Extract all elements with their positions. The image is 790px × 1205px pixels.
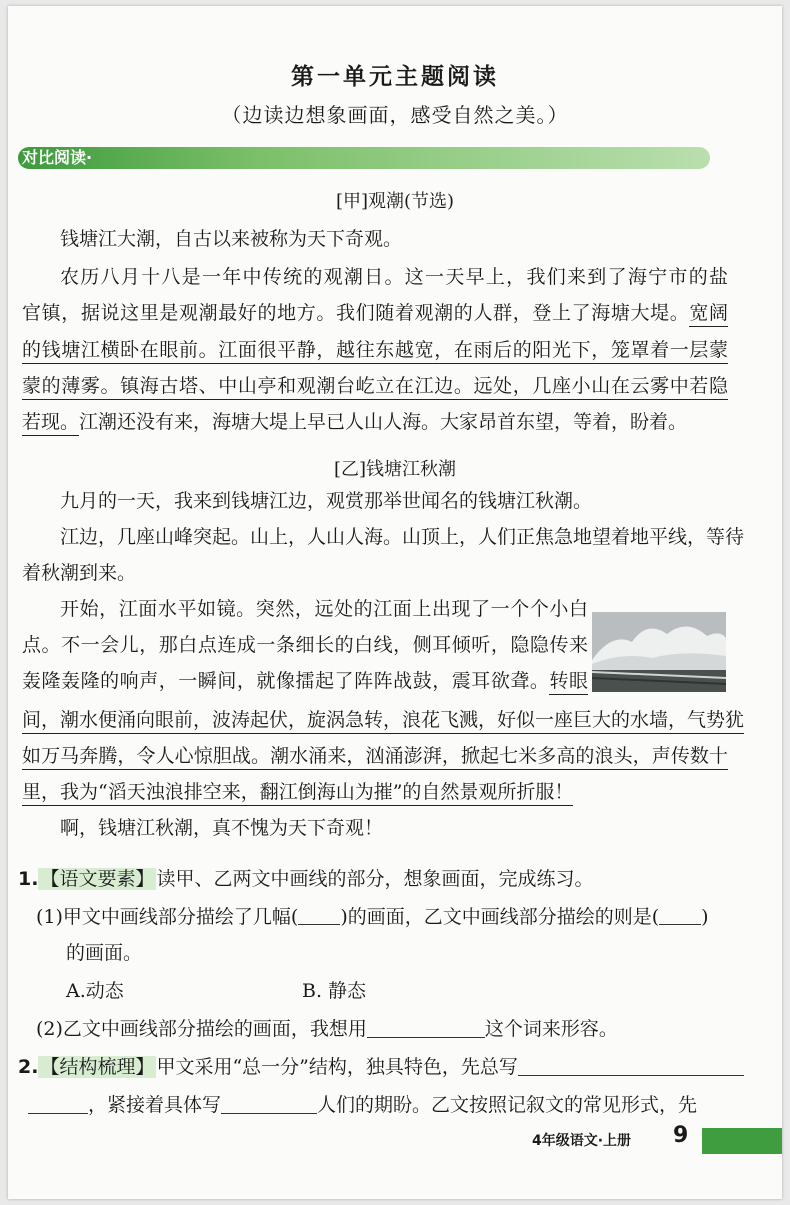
question-2: 2. 【结构梳理】 甲文采用“总一分”结构，独具特色，先总写 (18, 1054, 744, 1080)
passage-b-title: [乙]钱塘江秋潮 (333, 459, 457, 480)
passage-a-line-3: 官镇，据说这里是观潮最好的地方。我们随着观潮的人群，登上了海塘大堤。宽阔 (22, 300, 728, 326)
passage-a-line-5: 蒙的薄雾。镇海古塔、中山亭和观潮台屹立在江边。远处，几座小山在云雾中若隐 (22, 373, 728, 399)
passage-b-line-1: 九月的一天，我来到钱塘江边，观赏那举世闻名的钱塘江秋潮。 (60, 490, 593, 512)
passage-b-line-5: 点。不一会儿，那白点连成一条细长的白线，侧耳倾听，隐隐传来 (22, 634, 588, 656)
passage-b-line-8: 如万马奔腾，令人心惊胆战。潮水涌来，汹涌澎湃，掀起七米多高的浪头，声传数十 (22, 743, 728, 769)
question-1-sub-1-end: 的画面。 (66, 942, 143, 964)
answer-blank-4[interactable] (518, 1056, 744, 1076)
question-1-sub-1: (1)甲文中画线部分描绘了几幅( )的画面，乙文中画线部分描绘的则是( ) (36, 906, 709, 928)
answer-blank-6[interactable] (221, 1094, 317, 1114)
footer-accent-bar (702, 1128, 782, 1154)
question-2-tag: 【结构梳理】 (40, 1056, 155, 1078)
question-1-tag: 【语文要素】 (40, 868, 155, 890)
answer-blank-3[interactable] (367, 1018, 485, 1038)
option-b[interactable]: B. 静态 (302, 980, 367, 1002)
tidal-bore-photo (592, 612, 726, 692)
passage-b-line-7: 间，潮水便涌向眼前，波涛起伏，旋涡急转，浪花飞溅，好似一座巨大的水墙，气势犹 (22, 707, 728, 733)
passage-b-line-9: 里，我为“滔天浊浪排空来，翻江倒海山为摧”的自然景观所折服！ (22, 779, 573, 805)
answer-blank-1[interactable] (298, 907, 340, 925)
section-banner (18, 147, 710, 169)
option-a[interactable]: A.动态 (66, 980, 124, 1002)
answer-blank-5[interactable] (28, 1094, 88, 1114)
passage-b-line-4: 开始，江面水平如镜。突然，远处的江面上出现了一个个小白 (60, 598, 588, 620)
passage-a-line-4: 的钱塘江横卧在眼前。江面很平静，越往东越宽，在雨后的阳光下，笼罩着一层蒙 (22, 337, 728, 363)
page-subtitle: （边读边想象画面，感受自然之美。） (221, 103, 569, 127)
page-number: 9 (673, 1123, 689, 1148)
passage-a-line-6: 若现。江潮还没有来，海塘大堤上早已人山人海。大家昂首东望，等着，盼着。 (22, 409, 687, 435)
passage-a-title: [甲]观潮(节选) (335, 191, 455, 212)
passage-b-line-6: 轰隆轰隆的响声，一瞬间，就像擂起了阵阵战鼓，震耳欲聋。转眼 (22, 668, 588, 694)
underline-segment: 宽阔 (689, 302, 728, 327)
passage-b-line-2: 江边，几座山峰突起。山上，人山人海。山顶上，人们正焦急地望着地平线，等待 (60, 526, 745, 548)
answer-blank-2[interactable] (659, 907, 701, 925)
book-label: 4年级语文·上册 (532, 1133, 632, 1149)
question-1-sub-2: (2)乙文中画线部分描绘的画面，我想用 这个词来形容。 (36, 1018, 618, 1040)
passage-b-line-3: 着秋潮到来。 (22, 562, 137, 584)
passage-a-line-2: 农历八月十八是一年中传统的观潮日。这一天早上，我们来到了海宁市的盐 (60, 266, 728, 288)
question-2-line-2: ，紧接着具体写 人们的期盼。乙文按照记叙文的常见形式，先 (28, 1092, 697, 1118)
question-1: 1. 【语文要素】 读甲、乙两文中画线的部分，想象画面，完成练习。 (18, 868, 594, 890)
section-label: 对比阅读· (22, 148, 93, 167)
passage-b-line-10: 啊，钱塘江秋潮，真不愧为天下奇观！ (60, 817, 384, 839)
page-title: 第一单元主题阅读 (291, 64, 499, 90)
passage-a-line-1: 钱塘江大潮，自古以来被称为天下奇观。 (60, 228, 403, 250)
